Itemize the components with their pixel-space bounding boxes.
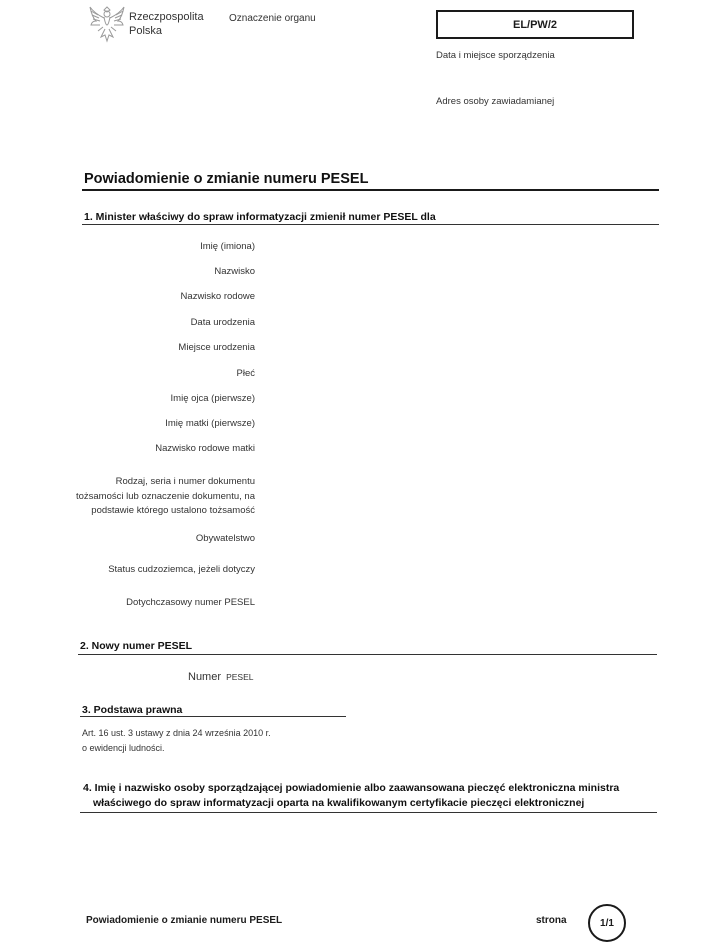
identity-document-line-2: tożsamości lub oznaczenie dokumentu, na (75, 490, 255, 502)
field-label-birth-date: Data urodzenia (190, 317, 255, 328)
section-2-rule (78, 654, 657, 655)
page-title: Powiadomienie o zmianie numeru PESEL (84, 171, 369, 187)
org-name-line-1: Rzeczpospolita (129, 11, 204, 23)
section-4-rule (80, 812, 657, 813)
new-pesel-number-label: Numer (188, 671, 222, 683)
eagle-emblem-icon (88, 3, 126, 45)
section-1-rule (82, 224, 659, 225)
field-label-previous-pesel: Dotychczasowy numer PESEL (126, 597, 255, 608)
organ-designation-label: Oznaczenie organu (229, 13, 316, 24)
page-number-badge (588, 904, 626, 942)
field-label-mother-family-name: Nazwisko rodowe matki (155, 443, 255, 454)
field-label-first-names: Imię (imiona) (200, 241, 255, 252)
form-code: EL/PW/2 (512, 18, 557, 31)
section-3-rule (80, 716, 346, 717)
title-rule (82, 189, 659, 191)
footer-title: Powiadomienie o zmianie numeru PESEL (86, 915, 283, 926)
new-pesel-label (188, 671, 253, 683)
org-name-line-2: Polska (129, 25, 163, 37)
new-pesel-pesel-label: PESEL (226, 672, 254, 682)
field-label-surname: Nazwisko (214, 266, 255, 277)
field-label-identity-document (76, 475, 255, 519)
page-label: strona (536, 915, 567, 926)
field-label-family-name: Nazwisko rodowe (180, 291, 255, 302)
field-label-birth-place: Miejsce urodzenia (178, 342, 255, 353)
identity-document-line-1: Rodzaj, seria i numer dokumentu (115, 476, 255, 487)
legal-basis-line-2: o ewidencji ludności. (82, 743, 165, 753)
field-label-sex: Płeć (236, 368, 255, 379)
field-label-father-name: Imię ojca (pierwsze) (170, 393, 255, 404)
date-place-label: Data i miejsce sporządzenia (436, 50, 555, 61)
section-4-heading-line-2: właściwego do spraw informatyzacji oparta na kwalifikowanym certyfikacie pieczęci elektronicznej (93, 797, 585, 809)
legal-basis-text (82, 726, 282, 756)
field-label-citizenship: Obywatelstwo (195, 533, 255, 544)
org-name (129, 10, 204, 38)
field-label-mother-name: Imię matki (pierwsze) (165, 418, 255, 429)
section-1-heading: 1. Minister właściwy do spraw informatyzacji zmienił numer PESEL dla (84, 211, 436, 223)
section-2-heading: 2. Nowy numer PESEL (80, 640, 193, 652)
section-3-heading: 3. Podstawa prawna (82, 704, 183, 716)
legal-basis-line-1: Art. 16 ust. 3 ustawy z dnia 24 września 2010 r. (82, 728, 271, 738)
field-label-foreigner-status: Status cudzoziemca, jeżeli dotyczy (108, 564, 255, 575)
identity-document-line-3: podstawie którego ustalono tożsamość (91, 505, 255, 516)
page-number: 1/1 (600, 917, 614, 929)
form-code-box (436, 10, 634, 39)
address-label: Adres osoby zawiadamianej (436, 96, 555, 107)
section-4-heading-line-1: 4. Imię i nazwisko osoby sporządzającej powiadomienie albo zaawansowana pieczęć elektroniczna ministra (83, 782, 620, 794)
section-4-heading (83, 781, 653, 811)
